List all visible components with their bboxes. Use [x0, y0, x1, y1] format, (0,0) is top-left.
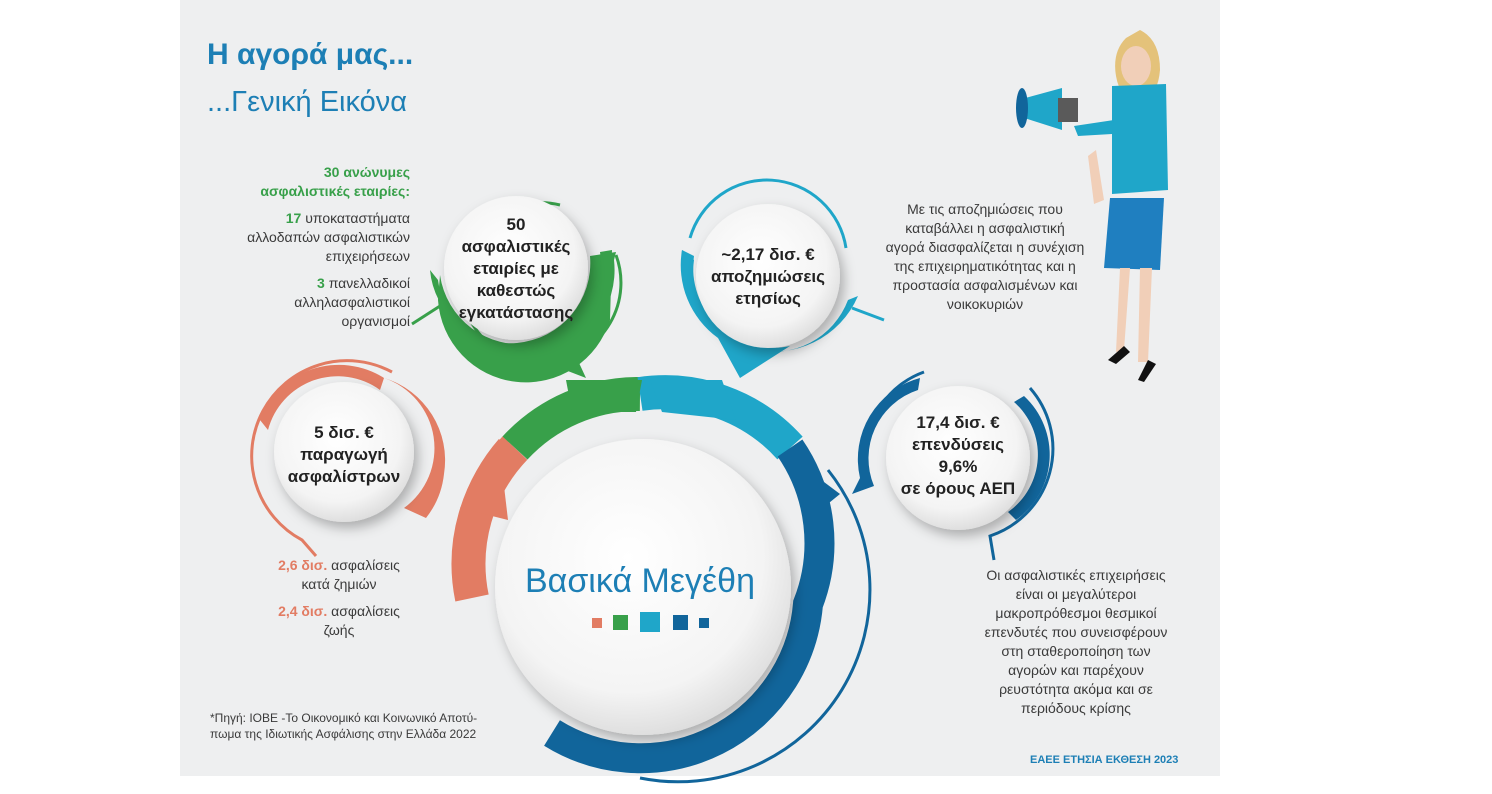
- life-note: [264, 602, 414, 621]
- compensation-note-5: προστασία ασφαλισμένων και: [892, 277, 1078, 293]
- investors-note-1: Οι ασφαλιστικές επιχειρήσεις: [986, 567, 1166, 583]
- page-subtitle: ...Γενική Εικόνα: [207, 86, 408, 118]
- companies-line-1: 50: [506, 215, 526, 234]
- compensation-note-6: νοικοκυριών: [946, 296, 1024, 312]
- compensation-note-4: της επιχειρηματικότητας και η: [894, 258, 1076, 274]
- branches-line-1: υποκαταστήματα: [305, 210, 410, 226]
- premiums-line-2: παραγωγή: [300, 445, 388, 464]
- companies-line-2: ασφαλιστικές: [461, 237, 571, 256]
- legend-square-cyan: [640, 612, 660, 632]
- mutual-line-1: πανελλαδικοί: [328, 275, 410, 291]
- companies-line-5: εγκατάστασης: [458, 303, 574, 322]
- branches-line-2: αλλοδαπών ασφαλιστικών: [247, 229, 410, 245]
- mutual-number: 3: [317, 275, 325, 291]
- investments-line-1: 17,4 δισ. €: [916, 413, 1000, 432]
- life-line-2: ζωής: [323, 622, 355, 638]
- compensation-note-1: Με τις αποζημιώσεις που: [907, 201, 1063, 217]
- investments-line-3: 9,6%: [938, 457, 978, 476]
- footer-report-name: ΕΑΕΕ ΕΤΗΣΙΑ ΕΚΘΕΣΗ 2023: [1030, 754, 1179, 766]
- investors-note-5: στη σταθεροποίηση των: [1001, 643, 1151, 659]
- investors-note-8: περιόδους κρίσης: [1021, 700, 1131, 716]
- investments-line-4: σε όρους ΑΕΠ: [900, 479, 1016, 498]
- investments-circle-text: [890, 412, 1026, 500]
- investors-note-3: μακροπρόθεσμοι θεσμικοί: [995, 605, 1157, 621]
- investors-note-7: ρευστότητα ακόμα και σε: [999, 681, 1153, 697]
- legend-square-green: [613, 615, 628, 630]
- premiums-circle-text: [276, 422, 412, 488]
- nonlife-line-2: κατά ζημιών: [301, 576, 377, 592]
- center-pointer-cyan: [650, 380, 736, 420]
- branches-note: [200, 209, 410, 228]
- nonlife-number: 2,6 δισ.: [278, 557, 328, 573]
- compensation-note-2: καταβάλλει η ασφαλιστική: [905, 220, 1065, 236]
- investors-note-6: αγορών και παρέχουν: [1008, 662, 1144, 678]
- compensation-line-1: ~2,17 δισ. €: [721, 245, 815, 264]
- investors-note-4: επενδυτές που συνεισφέρουν: [984, 624, 1168, 640]
- mutual-line-2: αλληλασφαλιστικοί: [294, 294, 410, 310]
- life-line-1: ασφαλίσεις: [331, 603, 400, 619]
- companies-heading-2: ασφαλιστικές εταιρίες:: [260, 183, 410, 199]
- legend-square-darkblue-small: [699, 618, 709, 628]
- mutual-line-3: οργανισμοί: [341, 313, 410, 329]
- legend-square-salmon: [592, 618, 602, 628]
- life-number: 2,4 δισ.: [278, 603, 328, 619]
- center-pointer-green: [566, 380, 642, 412]
- mutual-note: [200, 274, 410, 293]
- page-title: Η αγορά μας...: [207, 38, 414, 71]
- center-label: Βασικά Μεγέθη: [524, 562, 755, 600]
- compensation-circle-text: [700, 244, 836, 310]
- source-line-2: πωμα της Ιδιωτικής Ασφάλισης στην Ελλάδα 2022: [210, 727, 477, 741]
- companies-heading-1: 30 ανώνυμες: [323, 164, 410, 180]
- branches-number: 17: [285, 210, 302, 226]
- companies-line-4: καθεστώς: [476, 281, 556, 300]
- compensation-note-3: αγορά διασφαλίζεται η συνέχιση: [885, 239, 1085, 255]
- investors-note-2: είναι οι μεγαλύτεροι: [1015, 586, 1137, 602]
- nonlife-line-1: ασφαλίσεις: [331, 557, 400, 573]
- companies-notes: [200, 163, 410, 331]
- premiums-breakdown-notes: [264, 556, 414, 640]
- compensation-line-2: αποζημιώσεις: [711, 267, 825, 286]
- source-note: [210, 710, 477, 742]
- legend-square-darkblue: [673, 615, 688, 630]
- companies-line-3: εταιρίες με: [473, 259, 559, 278]
- nonlife-note: [264, 556, 414, 575]
- investors-notes: [966, 566, 1186, 718]
- compensation-line-3: ετησίως: [735, 289, 801, 308]
- premiums-line-3: ασφαλίστρων: [287, 467, 401, 486]
- compensation-notes: [870, 200, 1100, 314]
- premiums-line-1: 5 δισ. €: [314, 423, 374, 442]
- source-line-1: *Πηγή: ΙΟΒΕ -Το Οικονομικό και Κοινωνικό Αποτύ-: [210, 711, 478, 725]
- investments-line-2: επενδύσεις: [911, 435, 1005, 454]
- branches-line-3: επιχειρήσεων: [325, 248, 410, 264]
- companies-circle-text: [446, 214, 586, 324]
